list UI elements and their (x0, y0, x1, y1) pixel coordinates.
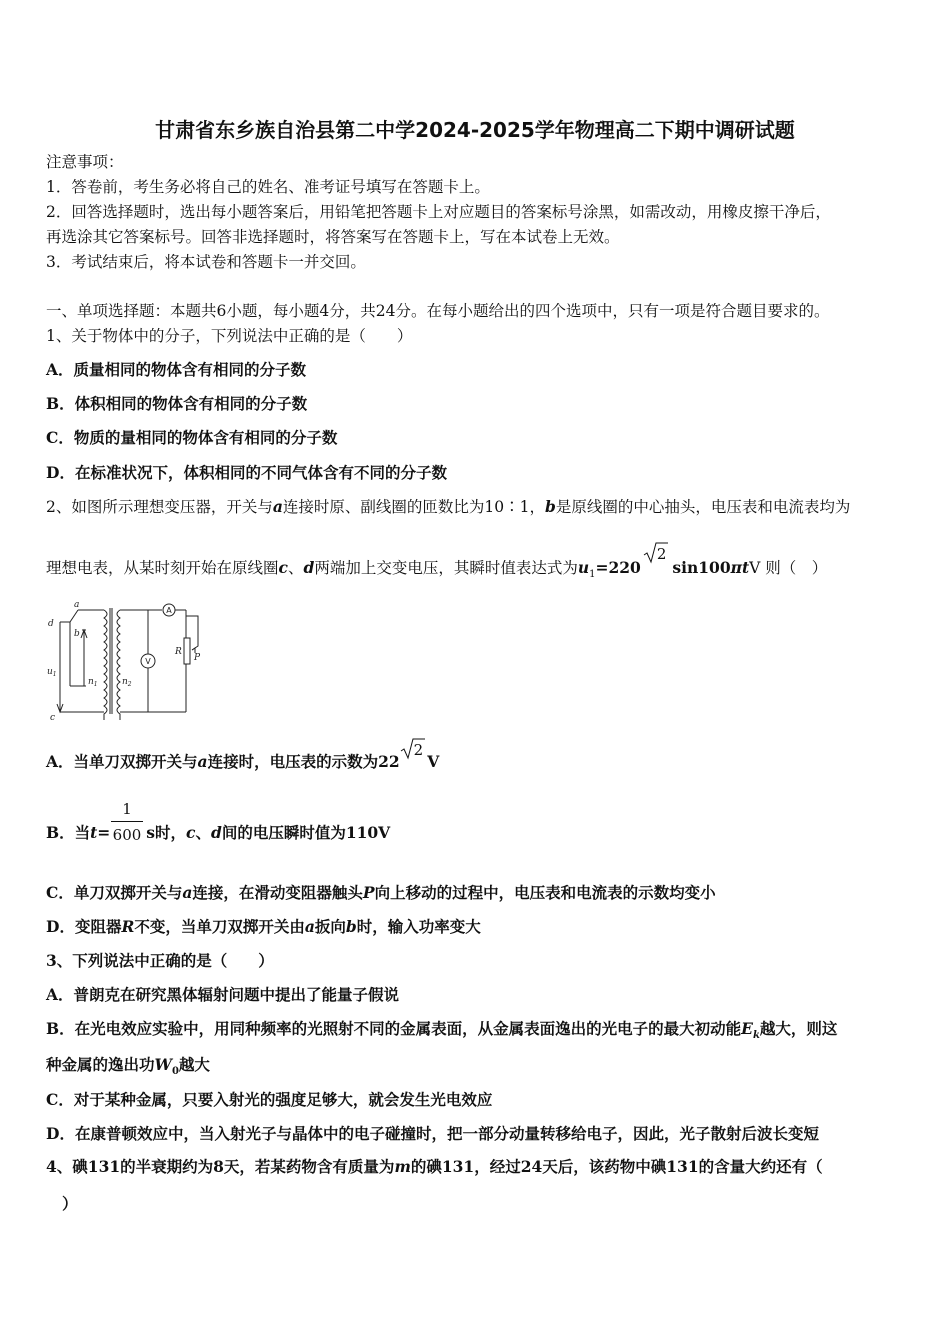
q2-option-a: A．当单刀双掷开关与a连接时，电压表的示数为22 2V (46, 752, 439, 772)
fraction-bar (111, 821, 143, 822)
transformer-circuit-diagram (44, 600, 214, 722)
q3-stem: 3、下列说法中正确的是（ ） (46, 951, 274, 970)
q2-option-d: D．变阻器R不变，当单刀双掷开关由a扳向b时，输入功率变大 (46, 917, 481, 936)
switch-blade (70, 610, 78, 622)
q1-option-c: C．物质的量相同的物体含有相同的分子数 (46, 428, 338, 447)
q3-option-d: D．在康普顿效应中，当入射光子与晶体中的电子碰撞时，把一部分动量转移给电子，因此，光子散射后波长变短 (46, 1124, 819, 1143)
q3-option-a: A．普朗克在研究黑体辐射问题中提出了能量子假说 (46, 985, 400, 1004)
section-heading: 一、单项选择题：本题共6小题，每小题4分，共24分。在每小题给出的四个选项中，只有一项是符合题目要求的。 (46, 302, 830, 320)
q2-option-b: B．当t= s时，c、d间的电压瞬时值为110V (46, 823, 391, 842)
q2-stem-line1: 2、如图所示理想变压器，开关与a连接时原、副线圈的匝数比为10∶1，b是原线圈的中心抽头，电压表和电流表均为 (46, 497, 851, 516)
q3-option-b-line2: 种金属的逸出功$W_0$越大 (46, 1055, 210, 1078)
q1-stem: 1、关于物体中的分子，下列说法中正确的是（ ） (46, 327, 413, 345)
label-n2: $n_2$ (122, 677, 132, 688)
notice-heading: 注意事项： (46, 153, 124, 171)
label-b: b (74, 629, 80, 639)
label-d: d (48, 619, 54, 629)
label-R: R (175, 647, 182, 657)
q1-option-b: B．体积相同的物体含有相同的分子数 (46, 394, 308, 413)
notice-item-1: 1．答卷前，考生务必将自己的姓名、准考证号填写在答题卡上。 (46, 178, 490, 196)
q3-option-b-line1: B．在光电效应实验中，用同种频率的光照射不同的金属表面，从金属表面逸出的光电子的最大初动能$E_k$越大，则这 (46, 1019, 838, 1042)
q4-stem-close: ） (62, 1194, 78, 1213)
q4-stem: 4、碘131的半衰期约为8天，若某药物含有质量为m的碘131，经过24天后，该药物中碘131的含量大约还有（ (46, 1157, 823, 1176)
label-c: c (50, 713, 56, 722)
q2-stem-line2: 理想电表，从某时刻开始在原线圈c、d两端加上交变电压，其瞬时值表达式为$u_1=220$ 2sin100πtV 则（ ） (46, 558, 827, 585)
fraction-numerator: 1 (122, 800, 132, 818)
voltmeter-label: V (145, 657, 151, 666)
rheostat (184, 638, 190, 664)
label-n1: $n_1$ (88, 677, 98, 688)
notice-item-2a: 2．回答选择题时，选出每小题答案后，用铅笔把答题卡上对应题目的答案标号涂黑，如需改动，用橡皮擦干净后， (46, 203, 831, 221)
q2-option-c: C．单刀双掷开关与a连接，在滑动变阻器触头P向上移动的过程中，电压表和电流表的示数均变小 (46, 883, 716, 902)
notice-item-3: 3．考试结束后，将本试卷和答题卡一并交回。 (46, 253, 366, 271)
ammeter-label: A (166, 606, 172, 615)
fraction-denominator: 600 (112, 826, 142, 844)
label-a: a (74, 600, 80, 610)
q1-option-a: A．质量相同的物体含有相同的分子数 (46, 360, 307, 379)
label-P: P (194, 653, 201, 663)
label-u: $u_1$ (47, 667, 57, 678)
page-title: 甘肃省东乡族自治县第二中学2024-2025学年物理高二下期中调研试题 (155, 118, 795, 142)
notice-item-2b: 再选涂其它答案标号。回答非选择题时，将答案写在答题卡上，写在本试卷上无效。 (46, 228, 620, 246)
q1-option-d: D．在标准状况下，体积相同的不同气体含有不同的分子数 (46, 463, 447, 482)
q3-option-c: C．对于某种金属，只要入射光的强度足够大，就会发生光电效应 (46, 1090, 493, 1109)
